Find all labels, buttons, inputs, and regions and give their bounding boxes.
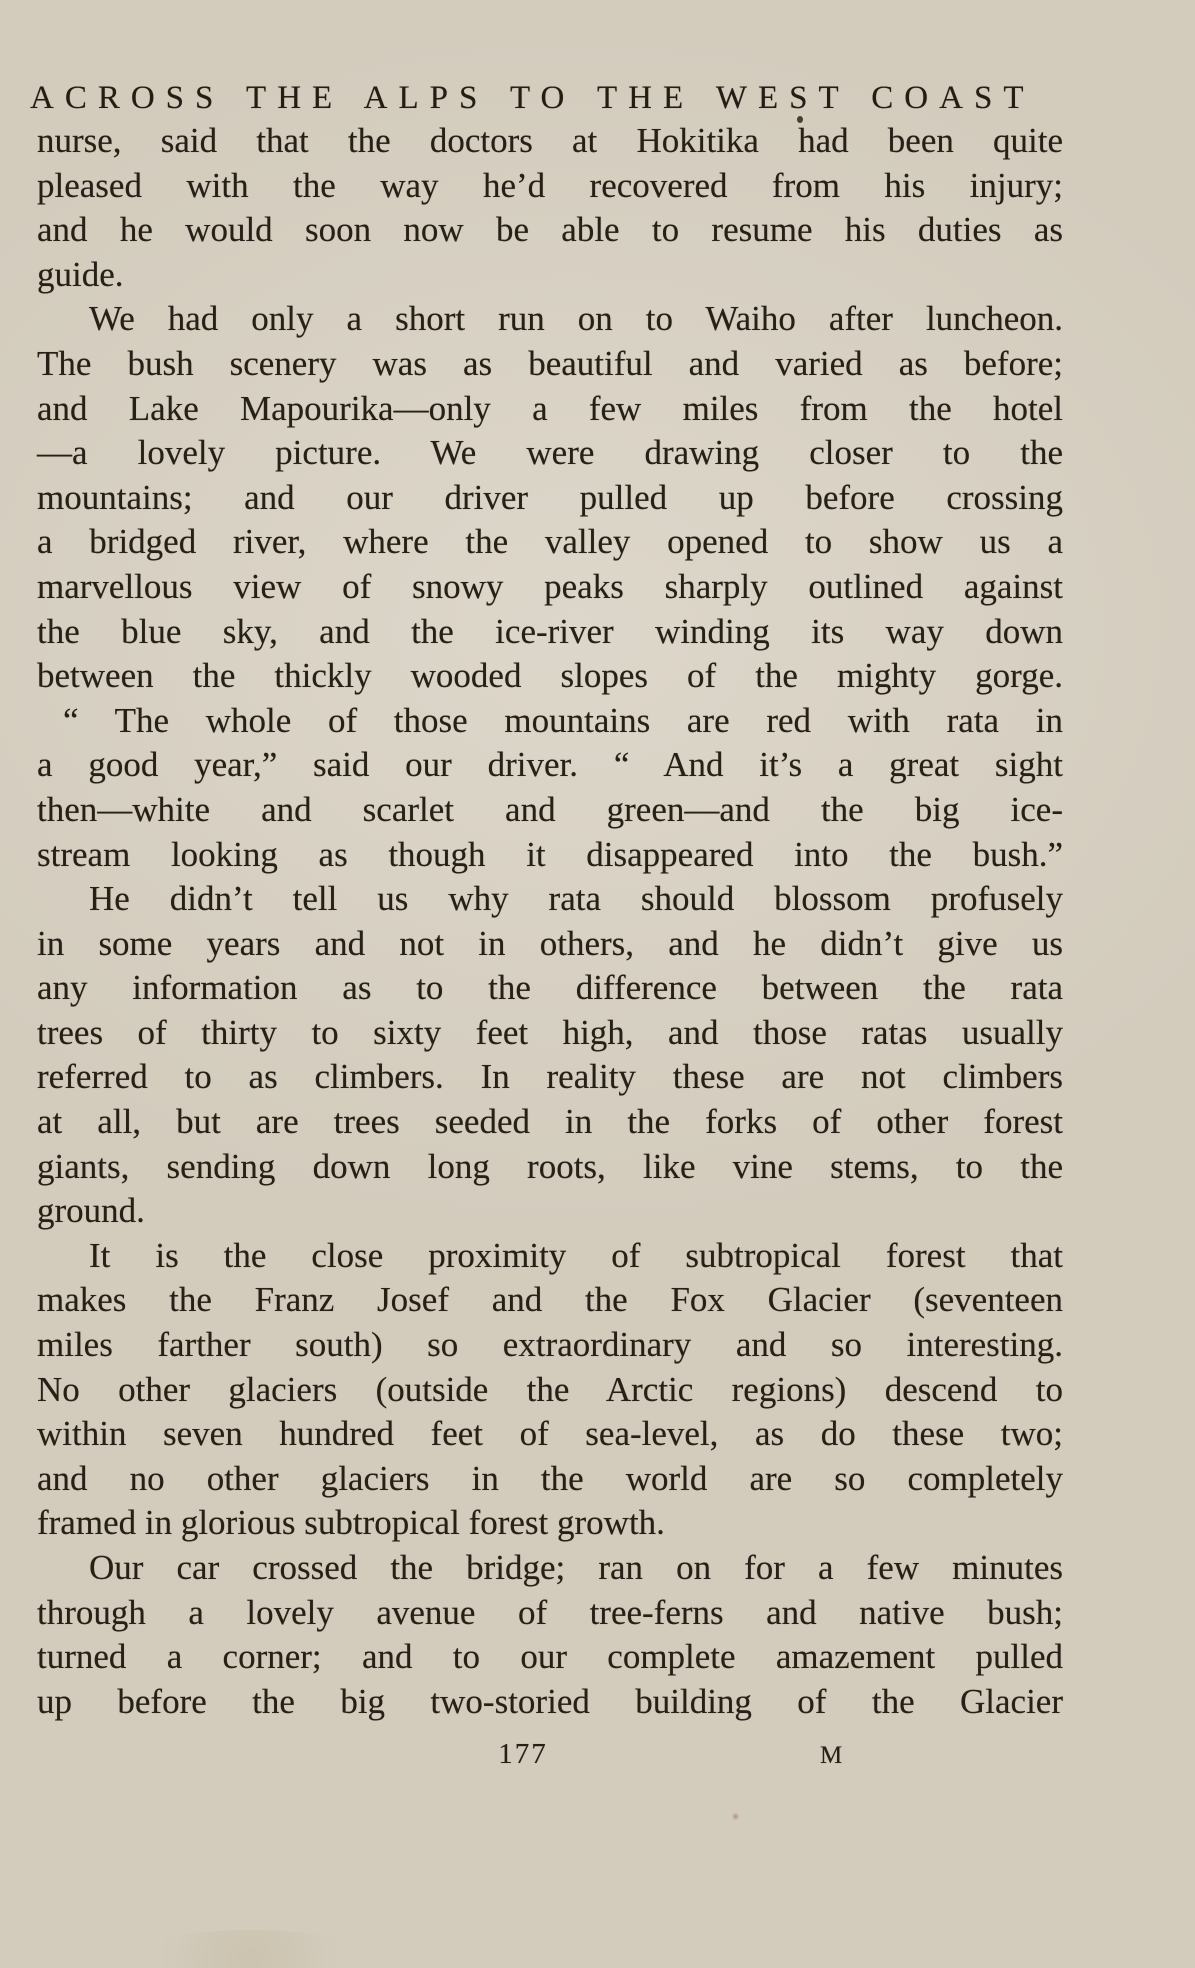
text-line: guide. bbox=[37, 254, 124, 294]
text-line: nurse, said that the doctors at Hokitika had been quite bbox=[37, 121, 1063, 160]
text-line: He didn’t tell us why rata should blossom profusely bbox=[89, 879, 1063, 919]
text-line: ground. bbox=[37, 1191, 145, 1231]
text-line: The bush scenery was as beautiful and varied as before; bbox=[37, 343, 1063, 383]
text-line: through a lovely avenue of tree-ferns and native bush; bbox=[37, 1592, 1063, 1632]
text-line: Our car crossed the bridge; ran on for a few minutes bbox=[89, 1548, 1063, 1587]
text-line: “ The whole of those mountains are red with rata in bbox=[63, 700, 1063, 740]
text-line: the blue sky, and the ice-river winding its way down bbox=[37, 611, 1063, 651]
text-line: a bridged river, where the valley opened to show us a bbox=[37, 522, 1063, 562]
text-line: and no other glaciers in the world are so completely bbox=[37, 1458, 1063, 1498]
text-line: stream looking as though it disappeared into the bush.” bbox=[37, 834, 1063, 874]
page-number: 177 bbox=[498, 1738, 548, 1770]
text-line: miles farther south) so extraordinary and so interesting. bbox=[37, 1325, 1063, 1365]
text-line: and he would soon now be able to resume his duties as bbox=[37, 210, 1063, 250]
paragraph bbox=[37, 297, 1063, 698]
text-line: marvellous view of snowy peaks sharply outlined against bbox=[37, 566, 1063, 606]
text-line: trees of thirty to sixty feet high, and those ratas usually bbox=[37, 1012, 1063, 1052]
paper-stain bbox=[732, 1812, 739, 1821]
text-line: referred to as climbers. In reality these are not climbers bbox=[37, 1057, 1063, 1097]
paragraph bbox=[37, 699, 1063, 877]
text-line: mountains; and our driver pulled up before crossing bbox=[37, 477, 1063, 517]
page-body bbox=[37, 119, 1063, 1724]
page-footer bbox=[37, 1738, 1063, 1782]
text-line: a good year,” said our driver. “ And it’s a great sight bbox=[37, 745, 1063, 785]
paper-stain bbox=[120, 1930, 380, 1968]
running-head: ACROSS THE ALPS TO THE WEST COAST bbox=[30, 80, 1035, 116]
text-line: giants, sending down long roots, like vine stems, to the bbox=[37, 1146, 1063, 1186]
text-line: pleased with the way he’d recovered from his injury; bbox=[37, 165, 1063, 205]
text-line: and Lake Mapourika—only a few miles from the hotel bbox=[37, 388, 1063, 428]
paragraph bbox=[37, 877, 1063, 1234]
text-line: then—white and scarlet and green—and the big ice- bbox=[37, 789, 1063, 829]
text-line: in some years and not in others, and he didn’t give us bbox=[37, 923, 1063, 963]
paragraph bbox=[37, 1546, 1063, 1724]
text-line: It is the close proximity of subtropical forest that bbox=[89, 1235, 1063, 1275]
text-line: No other glaciers (outside the Arctic regions) descend to bbox=[37, 1369, 1063, 1409]
text-line: up before the big two-storied building of the Glacier bbox=[37, 1681, 1063, 1721]
text-line: turned a corner; and to our complete amazement pulled bbox=[37, 1637, 1063, 1677]
text-line: We had only a short run on to Waiho after luncheon. bbox=[89, 299, 1063, 339]
paragraph bbox=[37, 1234, 1063, 1546]
text-line: within seven hundred feet of sea-level, as do these two; bbox=[37, 1414, 1063, 1454]
text-line: between the thickly wooded slopes of the mighty gorge. bbox=[37, 656, 1063, 696]
signature-mark: M bbox=[820, 1742, 844, 1769]
text-line: makes the Franz Josef and the Fox Glacier (seventeen bbox=[37, 1280, 1063, 1320]
paragraph bbox=[37, 119, 1063, 297]
text-line: at all, but are trees seeded in the forks of other forest bbox=[37, 1102, 1063, 1142]
text-line: any information as to the difference between the rata bbox=[37, 968, 1063, 1008]
text-line: —a lovely picture. We were drawing closer to the bbox=[37, 433, 1063, 473]
text-line: framed in glorious subtropical forest growth. bbox=[37, 1503, 665, 1543]
